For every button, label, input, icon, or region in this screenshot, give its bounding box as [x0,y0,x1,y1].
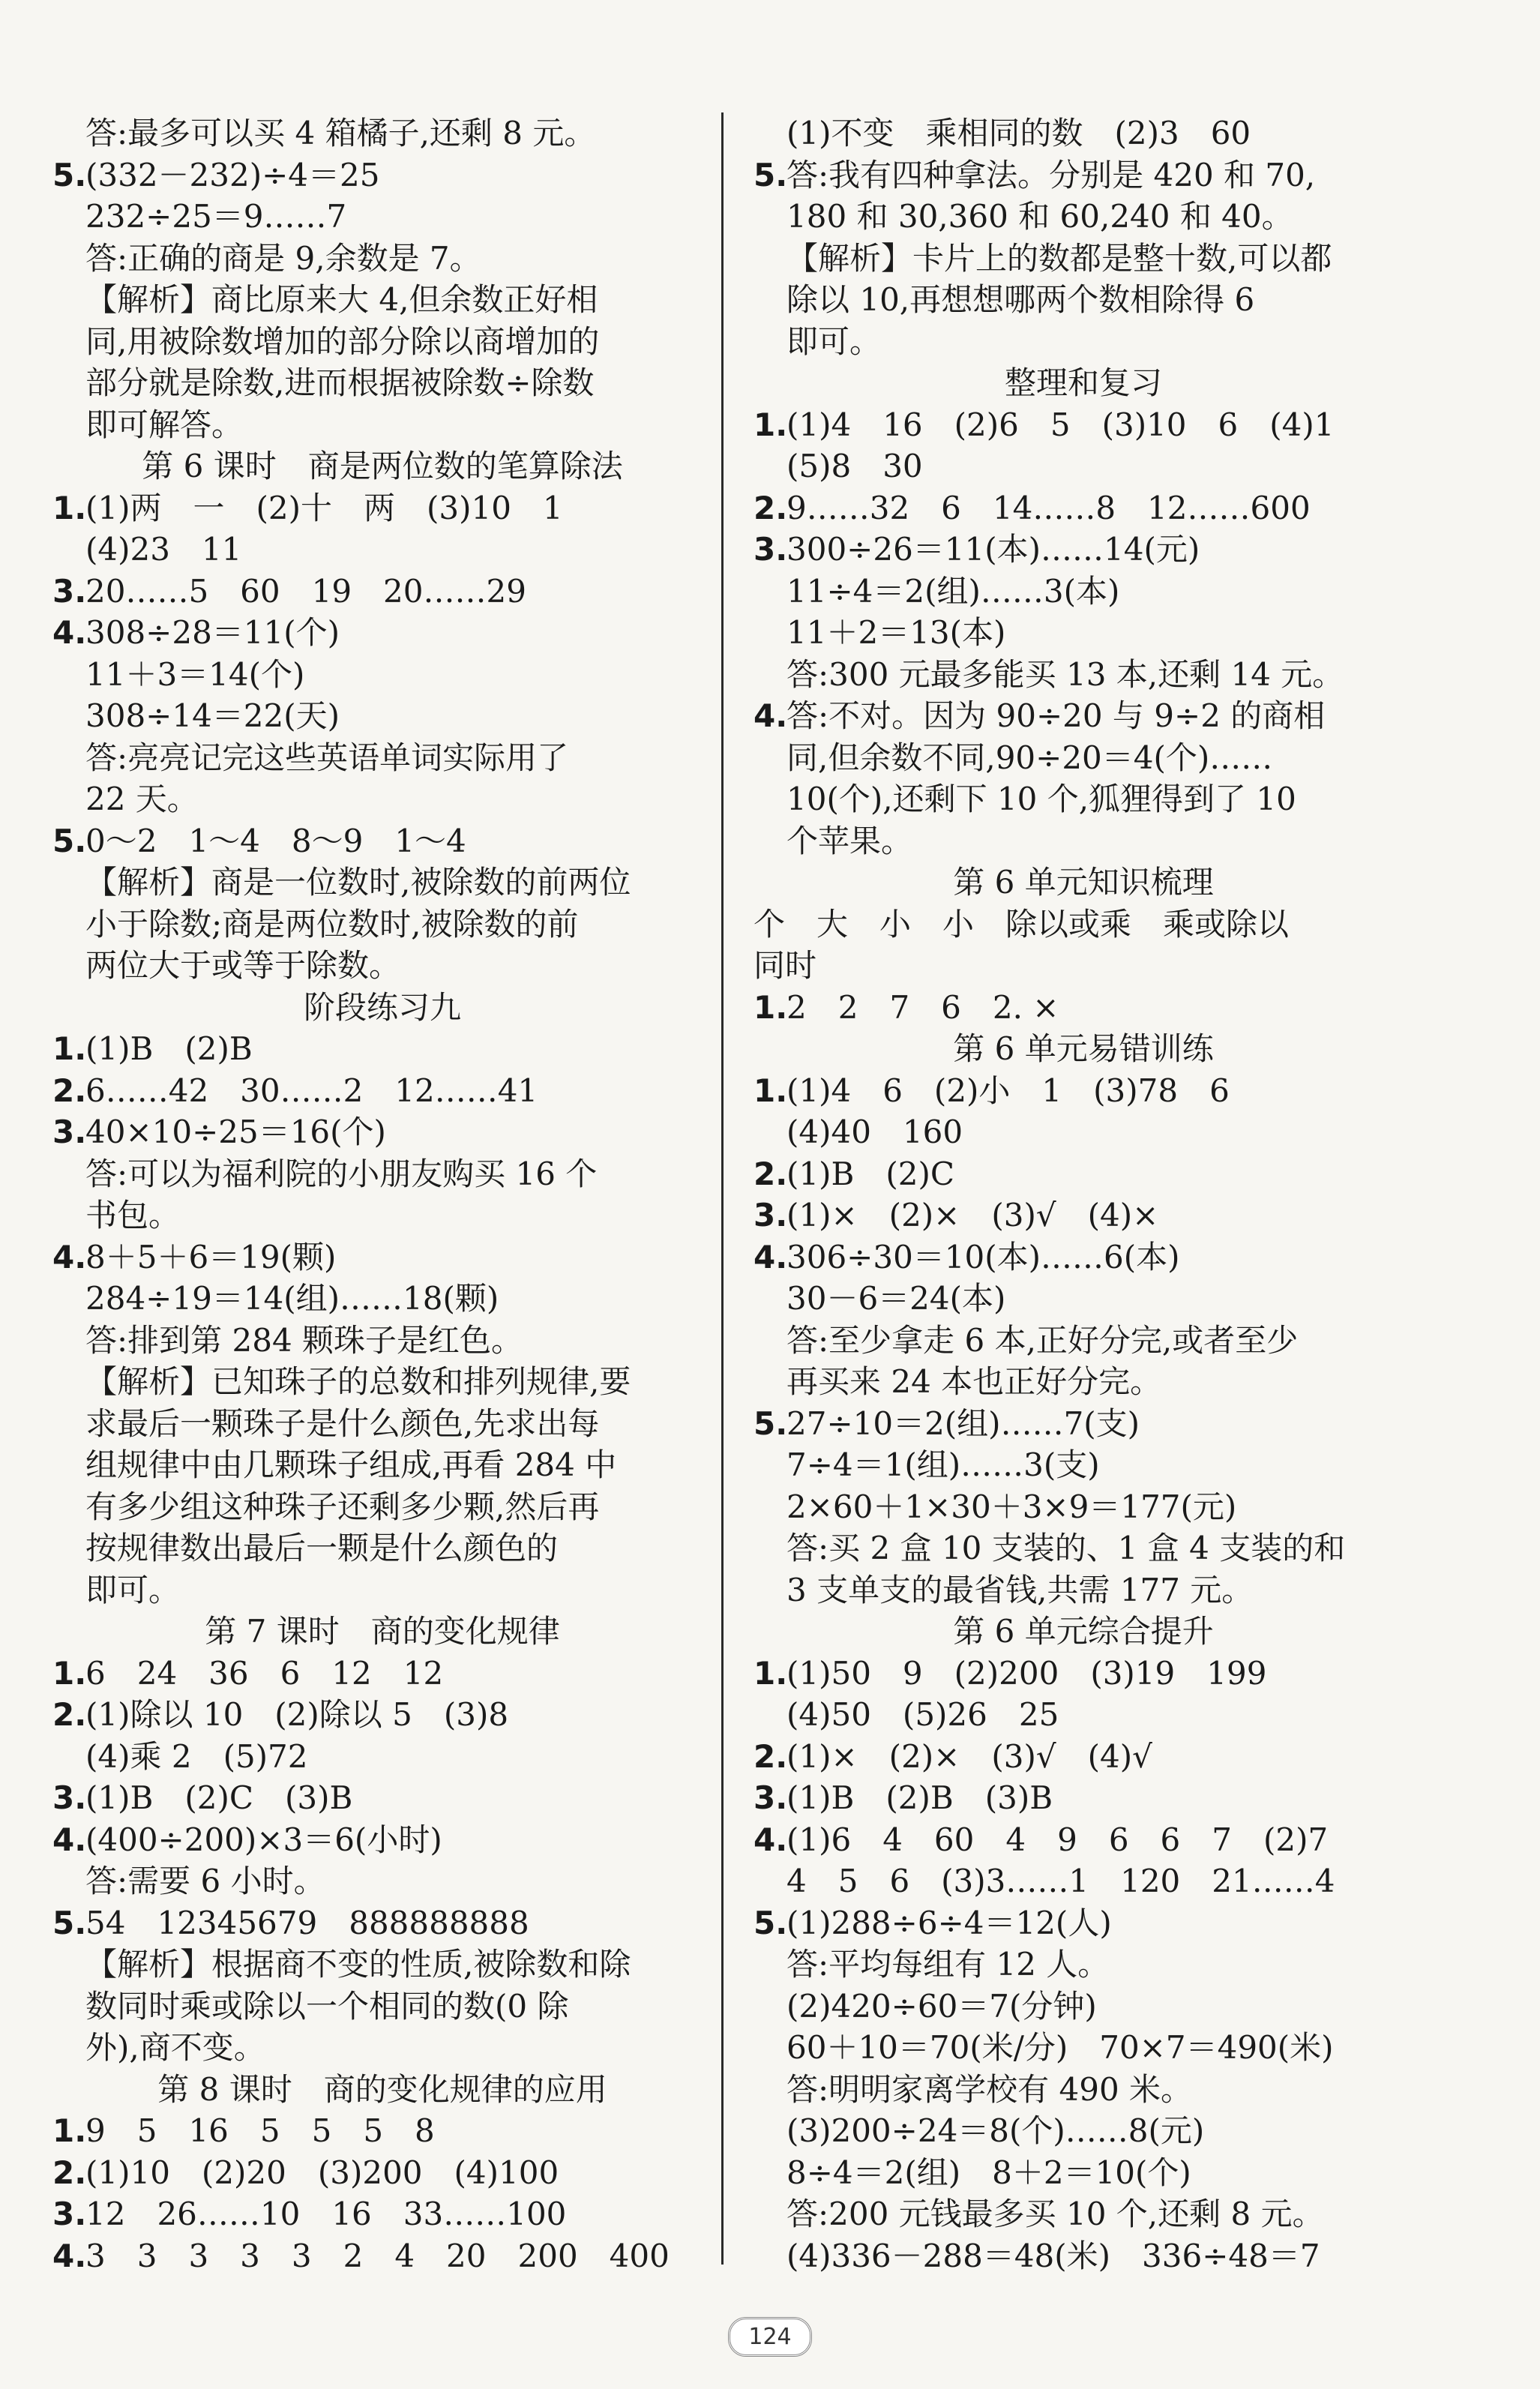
answer-line [52,862,712,904]
line-text: 同,但余数不同,90÷20＝4(个)…… [786,739,1273,776]
question-number: 2. [52,1072,87,1109]
question-number: 5. [52,1904,87,1941]
answer-line [52,2193,712,2235]
line-text: (1)10 (2)20 (3)200 (4)100 [85,2154,559,2191]
answer-line [52,945,712,987]
line-text: (1)× (2)× (3)√ (4)× [786,1197,1159,1233]
line-text: 答:可以为福利院的小朋友购买 16 个 [85,1155,598,1192]
answer-line [52,1986,712,2028]
question-number: 3. [52,1114,87,1150]
answer-line [52,1320,712,1362]
answer-line [52,1819,712,1861]
question-number: 2. [52,1696,87,1733]
right-column [754,112,1413,2277]
answer-line [52,321,712,363]
answer-line [754,154,1413,196]
question-number: 1. [754,406,788,443]
left-column [52,112,712,2277]
line-text: (5)8 30 [786,448,923,484]
line-text: 答:亮亮记完这些英语单词实际用了 [85,739,569,776]
line-text: 答:明明家离学校有 490 米。 [786,2070,1193,2108]
line-text: (1)288÷6÷4＝12(人) [786,1904,1112,1941]
line-text: 10(个),还剩下 10 个,狐狸得到了 10 [786,781,1296,817]
line-text: 27÷10＝2(组)……7(支) [786,1404,1140,1442]
answer-line [754,1860,1413,1902]
question-number: 4. [52,1821,87,1858]
answer-line [754,2193,1413,2235]
answer-line [754,945,1413,987]
line-text: 60＋10＝70(米/分) 70×7＝490(米) [786,2029,1334,2066]
answer-line [754,1361,1413,1403]
question-number: 5. [754,156,788,193]
line-text: 求最后一颗珠子是什么颜色,先求出每 [85,1404,600,1442]
answer-line [52,1569,712,1611]
answer-line [52,737,712,779]
line-text: 部分就是除数,进而根据被除数÷除数 [85,364,595,401]
answer-line [754,1694,1413,1736]
answer-line [52,404,712,446]
answer-line [52,2235,712,2277]
line-text: (1)除以 10 (2)除以 5 (3)8 [85,1696,509,1733]
answer-line [754,654,1413,696]
question-number: 3. [754,1197,788,1233]
question-number: 1. [52,489,87,526]
line-text: 308÷14＝22(天) [85,697,340,734]
answer-line [754,778,1413,820]
line-text: 外),商不变。 [85,2029,265,2066]
question-number: 4. [52,2237,87,2274]
answer-line [754,279,1413,321]
line-text: 306÷30＝10(本)……6(本) [786,1238,1180,1275]
answer-line [52,487,712,529]
line-text: (400÷200)×3＝6(小时) [85,1821,442,1858]
answer-line [754,112,1413,154]
line-text: 即可解答。 [85,406,244,443]
line-text: 答:不对。因为 90÷20 与 9÷2 的商相 [786,697,1326,734]
line-text: 答:我有四种拿法。分别是 420 和 70, [786,156,1316,193]
question-number: 5. [52,822,87,859]
answer-line [52,196,712,238]
line-text: 20……5 60 19 20……29 [85,572,526,610]
line-text: (4)乘 2 (5)72 [85,1737,308,1775]
section-heading [52,2069,712,2111]
answer-line [52,2152,712,2194]
answer-line [52,1944,712,1986]
line-text: 答:买 2 盒 10 支装的、1 盒 4 支装的和 [786,1530,1346,1566]
section-heading [52,1611,712,1653]
answer-line [754,612,1413,654]
question-number: 5. [754,1404,788,1442]
line-text: 11＋2＝13(本) [786,614,1006,651]
line-text: (1)6 4 60 4 9 6 6 7 (2)7 [786,1821,1329,1858]
answer-line [754,1278,1413,1320]
line-text: 4 5 6 (3)3……1 120 21……4 [786,1863,1335,1899]
question-number: 3. [52,572,87,610]
answer-line [754,1111,1413,1153]
answer-line [754,2235,1413,2277]
answer-line [754,238,1413,280]
answer-line [52,112,712,154]
line-text: 两位大于或等于除数。 [85,947,401,984]
page-number: 124 [728,2317,811,2357]
answer-line [52,238,712,280]
answer-line [52,1236,712,1278]
answer-line [754,1736,1413,1778]
answer-line [754,1527,1413,1569]
line-text: 54 12345679 888888888 [85,1904,529,1941]
line-text: 【解析】商比原来大 4,但余数正好相 [85,281,598,318]
question-number: 3. [52,2196,87,2232]
line-text: 【解析】已知珠子的总数和排列规律,要 [85,1363,631,1400]
line-text: 7÷4＝1(组)……3(支) [786,1446,1100,1483]
answer-line [52,1153,712,1195]
question-number: 4. [754,1238,788,1275]
question-number: 1. [754,1654,788,1692]
answer-line [754,1153,1413,1195]
page-footer [0,2317,1540,2357]
line-text: 第 8 课时 商的变化规律的应用 [157,2070,607,2108]
question-number: 4. [754,697,788,734]
answer-line [754,737,1413,779]
line-text: 答:平均每组有 12 人。 [786,1946,1110,1983]
line-text: 除以 10,再想想哪两个数相除得 6 [786,281,1255,318]
answer-line [754,1194,1413,1236]
line-text: 书包。 [85,1197,181,1233]
line-text: 6……42 30……2 12……41 [85,1072,538,1109]
line-text: 0～2 1～4 8～9 1～4 [85,822,466,859]
line-text: 即可。 [786,322,882,360]
line-text: 第 6 单元知识梳理 [953,864,1214,901]
answer-line [754,1777,1413,1819]
question-number: 1. [52,2112,87,2149]
question-number: 1. [52,1030,87,1067]
line-text: 组规律中由几颗珠子组成,再看 284 中 [85,1446,617,1483]
answer-line [754,1902,1413,1944]
question-number: 4. [754,1821,788,1858]
answer-line [52,154,712,196]
question-number: 3. [52,1779,87,1816]
answer-line [754,2110,1413,2152]
line-text: 9……32 6 14……8 12……600 [786,489,1311,526]
answer-line [754,196,1413,238]
line-text: (1)不变 乘相同的数 (2)3 60 [786,115,1251,151]
section-heading [52,987,712,1029]
line-text: (1)B (2)B [85,1030,253,1067]
line-text: 整理和复习 [1004,364,1162,401]
section-heading [52,445,712,487]
question-number: 1. [52,1654,87,1692]
line-text: 第 7 课时 商的变化规律 [205,1613,560,1650]
line-text: 【解析】根据商不变的性质,被除数和除 [85,1946,631,1983]
line-text: 第 6 单元易错训练 [953,1030,1214,1067]
line-text: (4)40 160 [786,1114,963,1150]
question-number: 1. [754,988,788,1026]
answer-line [52,2027,712,2069]
answer-line [52,1527,712,1569]
answer-line [754,404,1413,446]
answer-line [52,1444,712,1486]
line-text: 2 2 7 6 2. × [786,988,1059,1026]
line-text: 即可。 [85,1571,181,1608]
answer-line [52,1361,712,1403]
line-text: 按规律数出最后一颗是什么颜色的 [85,1530,559,1566]
answer-line [52,1028,712,1070]
line-text: (4)50 (5)26 25 [786,1696,1059,1733]
answer-line [52,1902,712,1944]
answer-line [754,1986,1413,2028]
answer-line [754,695,1413,737]
line-text: (4)336－288＝48(米) 336÷48＝7 [786,2237,1320,2274]
line-text: 第 6 单元综合提升 [953,1613,1214,1650]
answer-line [52,1278,712,1320]
line-text: 8÷4＝2(组) 8＋2＝10(个) [786,2154,1191,2191]
line-text: 6 24 36 6 12 12 [85,1654,444,1692]
line-text: 小于除数;商是两位数时,被除数的前 [85,905,579,943]
line-text: 个苹果。 [786,822,913,859]
question-number: 1. [754,1072,788,1109]
answer-line [754,321,1413,363]
line-text: 2×60＋1×30＋3×9＝177(元) [786,1488,1237,1525]
line-text: 3 3 3 3 3 2 4 20 200 400 [85,2237,670,2274]
line-text: 阶段练习九 [303,988,461,1026]
line-text: 答:需要 6 小时。 [85,1863,325,1899]
line-text: 答:至少拿走 6 本,正好分完,或者至少 [786,1321,1299,1359]
line-text: (1)× (2)× (3)√ (4)√ [786,1737,1152,1775]
line-text: (1)B (2)C (3)B [85,1779,353,1816]
answer-line [52,1403,712,1445]
line-text: 有多少组这种珠子还剩多少颗,然后再 [85,1488,600,1525]
question-number: 5. [52,156,87,193]
answer-line [52,1194,712,1236]
column-divider [721,112,724,2265]
answer-line [52,1111,712,1153]
question-number: 2. [754,1155,788,1192]
answer-line [754,529,1413,571]
line-text: 12 26……10 16 33……100 [85,2196,567,2232]
answer-line [754,1444,1413,1486]
answer-line [52,904,712,946]
line-text: 180 和 30,360 和 60,240 和 40。 [786,198,1293,235]
answer-line [754,1486,1413,1528]
answer-line [52,654,712,696]
line-text: 再买来 24 本也正好分完。 [786,1363,1162,1400]
question-number: 3. [754,531,788,568]
question-number: 3. [754,1779,788,1816]
line-text: 308÷28＝11(个) [85,614,340,651]
section-heading [754,1611,1413,1653]
question-number: 4. [52,614,87,651]
answer-line [52,362,712,404]
answer-line [754,571,1413,613]
line-text: (1)4 6 (2)小 1 (3)78 6 [786,1072,1230,1109]
line-text: 11＋3＝14(个) [85,655,305,693]
line-text: 个 大 小 小 除以或乘 乘或除以 [754,905,1290,943]
answer-line [52,1070,712,1112]
question-number: 4. [52,1238,87,1275]
answer-line [754,1569,1413,1611]
line-text: (3)200÷24＝8(个)……8(元) [786,2112,1205,2149]
line-text: (2)420÷60＝7(分钟) [786,1987,1097,2025]
section-heading [754,1028,1413,1070]
answer-line [754,1320,1413,1362]
line-text: 答:200 元钱最多买 10 个,还剩 8 元。 [786,2196,1324,2232]
line-text: 22 天。 [85,781,199,817]
answer-line [52,1694,712,1736]
question-number: 2. [52,2154,87,2191]
answer-line [754,904,1413,946]
answer-line [52,820,712,862]
question-number: 2. [754,1737,788,1775]
line-text: 232÷25＝9……7 [85,198,347,235]
answer-line [754,1653,1413,1695]
answer-line [52,571,712,613]
line-text: 答:正确的商是 9,余数是 7。 [85,239,481,277]
answer-line [754,1944,1413,1986]
answer-line [52,2110,712,2152]
line-text: 9 5 16 5 5 5 8 [85,2112,435,2149]
answer-line [52,1777,712,1819]
section-heading [754,862,1413,904]
line-text: 【解析】卡片上的数都是整十数,可以都 [786,239,1332,277]
answer-line [754,2027,1413,2069]
line-text: (1)4 16 (2)6 5 (3)10 6 (4)1 [786,406,1335,443]
question-number: 5. [754,1904,788,1941]
answer-line [52,1736,712,1778]
line-text: 40×10÷25＝16(个) [85,1114,386,1150]
answer-line [52,778,712,820]
answer-line [754,2069,1413,2111]
line-text: (332－232)÷4＝25 [85,156,380,193]
answer-line [754,1236,1413,1278]
answer-line [754,2152,1413,2194]
line-text: 300÷26＝11(本)……14(元) [786,531,1200,568]
answer-line [52,529,712,571]
line-text: 同,用被除数增加的部分除以商增加的 [85,322,600,360]
answer-line [754,445,1413,487]
line-text: 【解析】商是一位数时,被除数的前两位 [85,864,631,901]
answer-line [754,1819,1413,1861]
answer-line [52,1860,712,1902]
line-text: 11÷4＝2(组)……3(本) [786,572,1120,610]
answer-line [754,820,1413,862]
line-text: 答:300 元最多能买 13 本,还剩 14 元。 [786,655,1344,693]
line-text: 284÷19＝14(组)……18(颗) [85,1280,499,1317]
answer-line [52,695,712,737]
line-text: 答:排到第 284 颗珠子是红色。 [85,1321,523,1359]
answer-line [52,279,712,321]
line-text: (1)两 一 (2)十 两 (3)10 1 [85,489,563,526]
answer-line [754,1403,1413,1445]
line-text: 同时 [754,947,817,984]
line-text: (1)B (2)C [786,1155,954,1192]
line-text: 答:最多可以买 4 箱橘子,还剩 8 元。 [85,115,596,151]
line-text: (1)B (2)B (3)B [786,1779,1053,1816]
line-text: 30－6＝24(本) [786,1280,1006,1317]
line-text: (4)23 11 [85,531,242,568]
answer-line [52,1486,712,1528]
answer-line [754,987,1413,1029]
answer-line [754,487,1413,529]
line-text: 第 6 课时 商是两位数的笔算除法 [142,448,623,484]
question-number: 2. [754,489,788,526]
line-text: 3 支单支的最省钱,共需 177 元。 [786,1571,1254,1608]
line-text: 数同时乘或除以一个相同的数(0 除 [85,1987,569,2025]
answer-line [52,1653,712,1695]
answer-line [52,612,712,654]
line-text: (1)50 9 (2)200 (3)19 199 [786,1654,1267,1692]
section-heading [754,362,1413,404]
line-text: 8＋5＋6＝19(颗) [85,1238,337,1275]
answer-line [754,1070,1413,1112]
